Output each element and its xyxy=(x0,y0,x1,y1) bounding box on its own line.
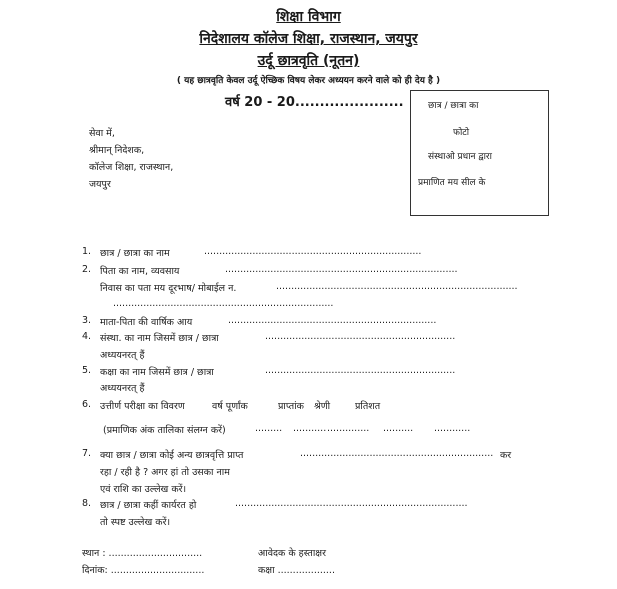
employment-label-2: तो स्पष्ट उल्लेख करें। xyxy=(100,517,171,528)
department-title: शिक्षा विभाग xyxy=(276,9,341,25)
photo-box xyxy=(410,90,549,216)
exam-year-total-header: वर्ष पूर्णांक xyxy=(212,401,248,412)
address-line-2: श्रीमान् निदेशक, xyxy=(89,145,145,156)
field-3-number: 3. xyxy=(82,315,92,326)
eligibility-note: ( यह छात्रवृति केवल उर्दू ऐच्छिक विषय लेकर अध्ययन करने वाले को ही देय है ) xyxy=(176,76,441,86)
exam-total-field[interactable]: ........... xyxy=(293,423,327,434)
other-scholarship-label-2: रहा / रही है ? अगर हां तो उसका नाम xyxy=(100,467,230,478)
field-4-number: 4. xyxy=(82,331,92,342)
photo-line-1: छात्र / छात्रा का xyxy=(428,101,479,111)
class-field[interactable]: कक्षा ................... xyxy=(258,565,335,576)
scheme-title: उर्दू छात्रवृति (नूतन) xyxy=(257,53,360,69)
field-2-number: 2. xyxy=(82,264,92,275)
father-name-label: पिता का नाम, व्यवसाय xyxy=(100,266,180,277)
address-line-1: सेवा में, xyxy=(89,128,115,139)
field-8-number: 8. xyxy=(82,498,92,509)
field-1-number: 1. xyxy=(82,246,92,257)
date-field[interactable]: दिनांक: ............................... xyxy=(82,565,205,576)
place-field[interactable]: स्थान : ............................... xyxy=(82,548,203,559)
employment-label: छात्र / छात्रा कहीं कार्यरत हो xyxy=(100,500,197,511)
exam-percentage-header: प्रतिशत xyxy=(355,401,381,412)
class-name-field[interactable]: ............................................................... xyxy=(265,365,456,376)
address-phone-field[interactable]: ................................................................................ xyxy=(276,281,518,292)
institution-studying-label: अध्ययनरत् हैं xyxy=(100,350,145,361)
class-studying-label: अध्ययनरत् हैं xyxy=(100,383,145,394)
address-line-3: कॉलेज शिक्षा, राजस्थान, xyxy=(89,162,174,173)
exam-year-field[interactable]: ......... xyxy=(255,423,283,434)
field-5-number: 5. xyxy=(82,365,92,376)
address-phone-field-line-2[interactable]: ......................................................................... xyxy=(113,298,334,309)
photo-line-2: फोटो xyxy=(453,128,470,138)
address-line-4: जयपुर xyxy=(89,179,111,190)
father-name-field[interactable]: ............................................................................. xyxy=(225,264,458,275)
marksheet-attach-note: (प्रमाणिक अंक तालिका संलग्न करें) xyxy=(103,425,226,436)
exam-percentage-field[interactable]: ............ xyxy=(434,423,471,434)
other-scholarship-label-end: कर xyxy=(500,450,512,461)
exam-marks-obtained-header: प्राप्तांक xyxy=(278,401,304,412)
applicant-signature-label: आवेदक के हस्ताक्षर xyxy=(258,548,326,559)
annual-income-label: माता-पिता की वार्षिक आय xyxy=(100,317,193,328)
other-scholarship-field[interactable]: ................................................................ xyxy=(300,448,494,459)
exam-marks-field[interactable]: .............. xyxy=(327,423,370,434)
institution-name-label: संस्था. का नाम जिसमें छात्र / छात्रा xyxy=(100,333,219,344)
directorate-title: निदेशालय कॉलेज शिक्षा, राजस्थान, जयपुर xyxy=(199,31,418,47)
field-6-number: 6. xyxy=(82,399,92,410)
exam-division-header: श्रेणी xyxy=(314,401,331,412)
other-scholarship-label: क्या छात्र / छात्रा कोई अन्य छात्रवृत्ति प्राप्त xyxy=(100,450,244,461)
address-phone-label: निवास का पता मय दूरभाष/ मोबाईल न. xyxy=(100,283,237,294)
field-7-number: 7. xyxy=(82,448,92,459)
institution-name-field[interactable]: ............................................................... xyxy=(265,331,456,342)
exam-details-label: उत्तीर्ण परीक्षा का विवरण xyxy=(100,401,185,412)
annual-income-field[interactable]: ..................................................................... xyxy=(228,315,437,326)
photo-line-3: संस्थाओ प्रधान द्वारा xyxy=(428,152,492,162)
class-name-label: कक्षा का नाम जिसमें छात्र / छात्रा xyxy=(100,367,214,378)
student-name-label: छात्र / छात्रा का नाम xyxy=(100,248,170,259)
other-scholarship-label-3: एवं राशि का उल्लेख करें। xyxy=(100,484,187,495)
photo-line-4: प्रमाणित मय सील के xyxy=(418,178,486,188)
student-name-field[interactable]: ........................................................................ xyxy=(204,246,422,257)
exam-division-field[interactable]: .......... xyxy=(383,423,414,434)
academic-year: वर्ष 20 - 20...................... xyxy=(225,95,404,110)
employment-field[interactable]: ............................................................................. xyxy=(235,498,468,509)
